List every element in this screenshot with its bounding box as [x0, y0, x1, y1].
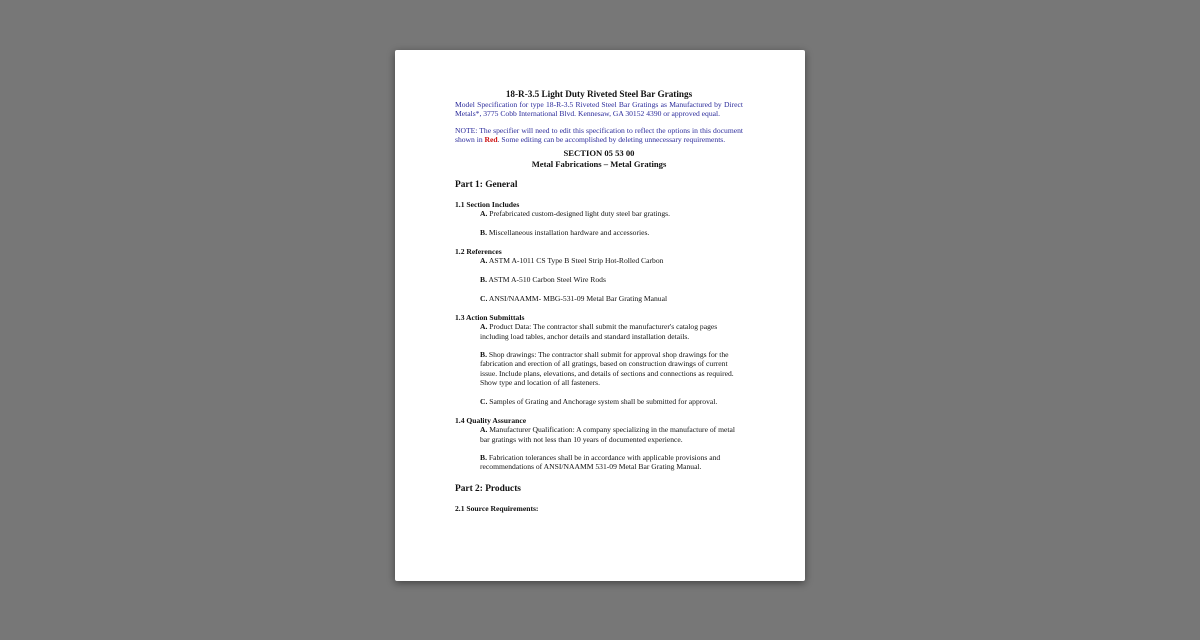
item-text: Product Data: The contractor shall submit the manufacturer's catalog pages including load tables, anchor details and standard installation details.: [480, 322, 718, 341]
item-text: Shop drawings: The contractor shall submit for approval shop drawings for the fabrication and erection of all gratings, based on construction drawings of current issue. Include plans, elevations, and details of sections and connections as required. Show type and location of all fasteners.: [480, 350, 734, 388]
item-text: ANSI/NAAMM- MBG-531-09 Metal Bar Grating Manual: [487, 293, 668, 303]
list-item: [480, 397, 743, 406]
item-letter: C.: [480, 396, 488, 406]
section-1-3-heading: 1.3 Action Submittals: [455, 312, 525, 322]
note-text-after: . Some editing can be accomplished by deleting unnecessary requirements.: [497, 134, 726, 144]
list-item: [480, 453, 743, 472]
section-name: Metal Fabrications – Metal Gratings: [531, 158, 667, 169]
item-text: Fabrication tolerances shall be in accordance with applicable provisions and recommendations of ANSI/NAAMM 531-09 Metal Bar Grating Manual.: [480, 453, 721, 472]
note-text-before: NOTE: The specifier will need to edit this specification to reflect the options in this document shown in: [455, 125, 743, 144]
list-item: [480, 228, 743, 237]
item-text: Prefabricated custom-designed light duty steel bar gratings.: [487, 209, 671, 219]
item-text: Miscellaneous installation hardware and accessories.: [486, 227, 650, 237]
item-text: ASTM A-510 Carbon Steel Wire Rods: [486, 275, 606, 285]
item-text: Samples of Grating and Anchorage system shall be submitted for approval.: [487, 396, 718, 406]
list-item: [480, 350, 743, 387]
model-specification: Model Specification for type 18-R-3.5 Riveted Steel Bar Gratings as Manufactured by Direct Metals*, 3775 Cobb International Blvd. Kennesaw, GA 30152 4390 or approved equal.: [455, 100, 743, 119]
list-item: [480, 256, 743, 265]
section-1-1-heading: 1.1 Section Includes: [455, 200, 520, 209]
item-letter: A.: [480, 425, 488, 435]
list-item: [480, 275, 743, 284]
section-2-1-heading: 2.1 Source Requirements:: [455, 503, 539, 513]
section-number: SECTION 05 53 00: [563, 148, 635, 159]
list-item: [480, 425, 743, 444]
part-1-heading: Part 1: General: [455, 180, 518, 190]
list-item: [480, 209, 743, 218]
item-letter: C.: [480, 293, 488, 303]
list-item: [480, 294, 743, 303]
item-letter: B.: [480, 453, 487, 463]
document-page: [395, 50, 805, 581]
section-1-4-heading: 1.4 Quality Assurance: [455, 415, 527, 425]
part-2-heading: Part 2: Products: [455, 483, 521, 494]
note-red-word: Red: [484, 134, 498, 144]
item-letter: B.: [480, 275, 487, 285]
item-letter: A.: [480, 322, 488, 332]
item-letter: A.: [480, 256, 488, 266]
item-letter: A.: [480, 209, 488, 219]
document-title: 18-R-3.5 Light Duty Riveted Steel Bar Gratings: [505, 89, 693, 99]
item-text: ASTM A-1011 CS Type B Steel Strip Hot-Rolled Carbon: [487, 256, 664, 266]
editor-note: [455, 126, 743, 145]
list-item: [480, 322, 743, 341]
item-letter: B.: [480, 350, 487, 360]
item-text: Manufacturer Qualification: A company specializing in the manufacture of metal bar gratings with not less than 10 years of documented experience.: [480, 425, 735, 444]
section-1-2-heading: 1.2 References: [455, 247, 502, 257]
item-letter: B.: [480, 227, 487, 237]
